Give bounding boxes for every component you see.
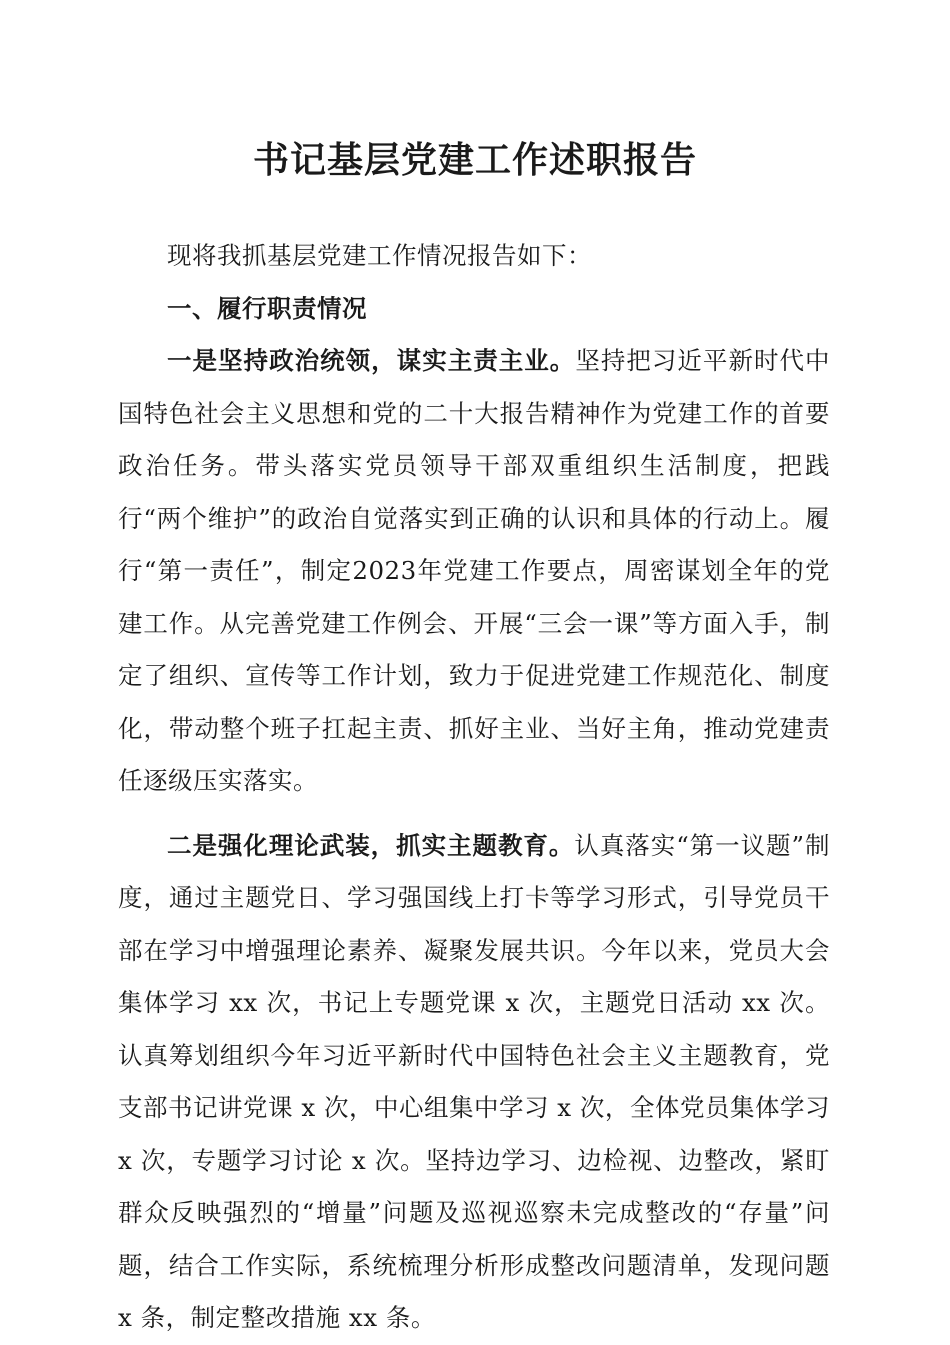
paragraph-1-text: 坚持把习近平新时代中国特色社会主义思想和党的二十大报告精神作为党建工作的首要政治任务。带头落实党员领导干部双重组织生活制度，把践行“两个维护”的政治自觉落实到正确的认识和具体的行动上。履行“第一责任”，制定2023年党建工作要点，周密谋划全年的党建工作。从完善党建工作例会、开展“三会一课”等方面入手，制定了组织、宣传等工作计划，致力于促进党建工作规范化、制度化，带动整个班子扛起主责、抓好主业、当好主角，推动党建责任逐级压实落实。 — [118, 346, 831, 795]
paragraph-1 — [118, 335, 830, 808]
section-heading-1: 一、履行职责情况 — [167, 293, 367, 323]
paragraph-1-lead: 一是坚持政治统领，谋实主责主业。 — [167, 346, 576, 375]
paragraph-2 — [118, 820, 830, 1345]
document-body — [118, 230, 830, 1345]
document-title: 书记基层党建工作述职报告 — [252, 139, 697, 181]
paragraph-gap — [118, 808, 830, 820]
paragraph-2-lead: 二是强化理论武装，抓实主题教育。 — [167, 830, 575, 860]
paragraph-2-text: 认真落实“第一议题”制度，通过主题党日、学习强国线上打卡等学习形式，引导党员干部在学习中增强理论素养、凝聚发展共识。今年以来，党员大会集体学习 xx 次，书记上专题党课 x 次，主题党日活动 xx 次。认真筹划组织今年习近平新时代中国特色社会主义主题教育，党支部书记讲党课 x 次，中心组集中学习 x 次，全体党员集体学习 x 次，专题学习讨论 x 次。坚持边学习、边检视、边整改，紧盯群众反映强烈的“增量”问题及巡视巡察未完成整改的“存量”问题，结合工作实际，系统梳理分析形成整改问题清单，发现问题 x 条，制定整改措施 xx 条。 — [118, 830, 831, 1332]
intro-paragraph: 现将我抓基层党建工作情况报告如下： — [167, 241, 592, 270]
